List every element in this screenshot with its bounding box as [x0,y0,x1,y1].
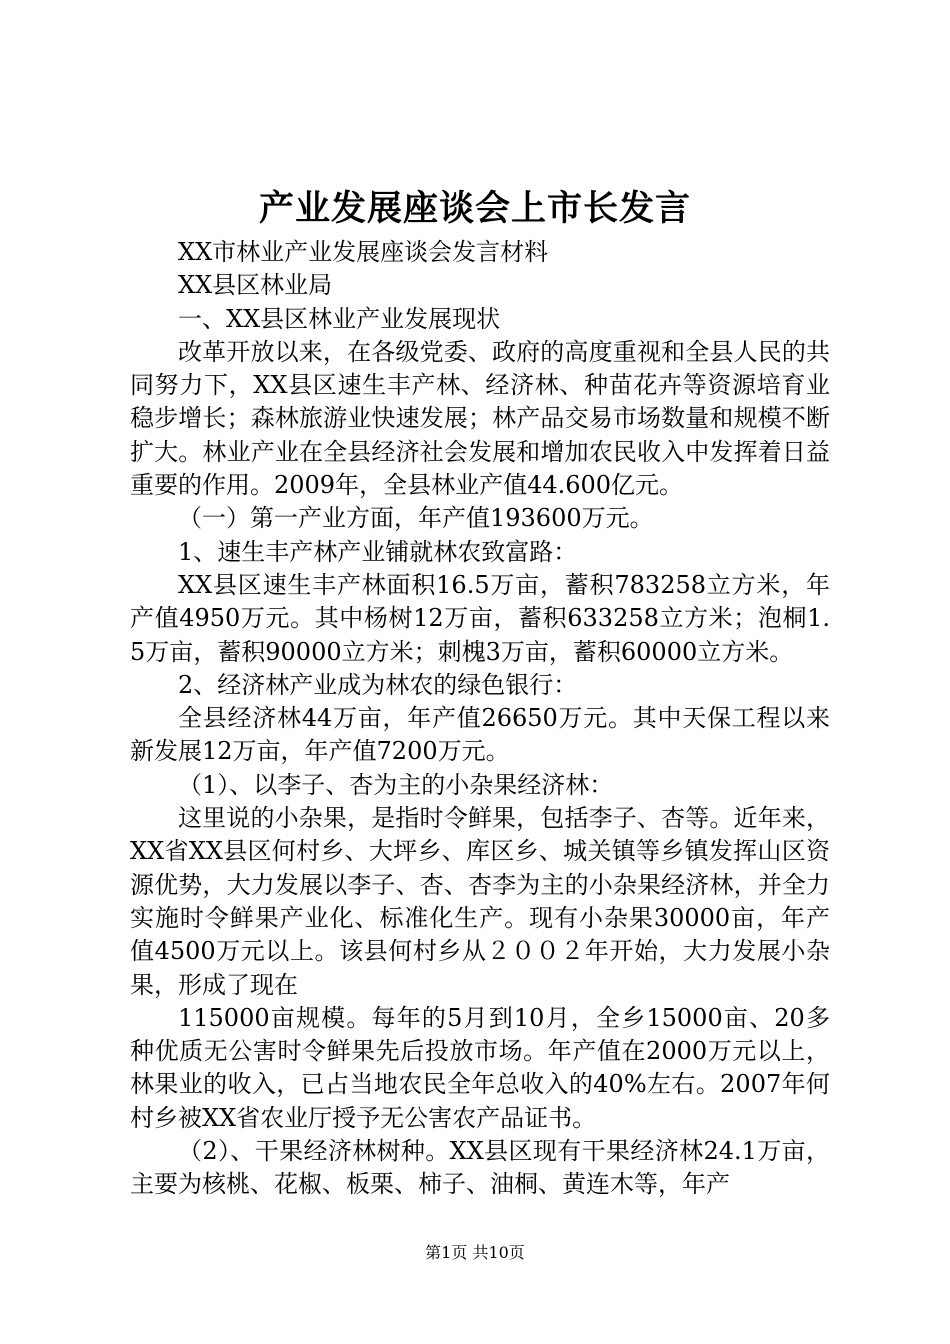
paragraph: 改革开放以来，在各级党委、政府的高度重视和全县人民的共同努力下，XX县区速生丰产林、经济林、种苗花卉等资源培育业稳步增长；森林旅游业快速发展；林产品交易市场数量和规模不断扩大。林业产业在全县经济社会发展和增加农民收入中发挥着日益重要的作用。2009年，全县林业产值44.600亿元。 [130,337,830,500]
paragraph: 115000亩规模。每年的5月到10月，全乡15000亩、20多种优质无公害时令鲜果先后投放市场。年产值在2000万元以上，林果业的收入，已占当地农民全年总收入的40%左右。2007年何村乡被XX省农业厅授予无公害农产品证书。 [130,1003,830,1132]
page-footer: 第1页 共10页 [425,1243,525,1262]
item-heading: 1、速生丰产林产业铺就林农致富路： [178,537,578,566]
paragraph: 全县经济林44万亩，年产值26650万元。其中天保工程以来新发展12万亩，年产值7200万元。 [130,704,830,766]
paragraph: 这里说的小杂果，是指时令鲜果，包括李子、杏等。近年来，XX省XX县区何村乡、大坪乡、库区乡、城关镇等乡镇发挥山区资源优势，大力发展以李子、杏、杏李为主的小杂果经济林，并全力实施时令鲜果产业化、标准化生产。现有小杂果30000亩，年产值4500万元以上。该县何村乡从２００２年开始，大力发展小杂果，形成了现在 [130,804,830,999]
item-heading: （1）、以李子、杏为主的小杂果经济林： [178,770,614,799]
document-body [130,236,830,1202]
document-title: 产业发展座谈会上市长发言 [258,188,691,229]
paragraph-subtitle: XX市林业产业发展座谈会发言材料 [178,238,549,266]
section-heading: 一、XX县区林业产业发展现状 [178,304,501,333]
paragraph: （2）、干果经济林树种。XX县区现有干果经济林24.1万亩，主要为核桃、花椒、板栗、柿子、油桐、黄连木等，年产 [130,1137,830,1199]
paragraph-department: XX县区林业局 [178,271,333,300]
item-heading: 2、经济林产业成为林农的绿色银行： [178,670,578,699]
paragraph: XX县区速生丰产林面积16.5万亩，蓄积783258立方米，年产值4950万元。其中杨树12万亩，蓄积633258立方米；泡桐1.5万亩，蓄积90000立方米；刺槐3万亩，蓄积60000立方米。 [130,570,830,666]
subsection-heading: （一）第一产业方面，年产值193600万元。 [178,504,654,533]
